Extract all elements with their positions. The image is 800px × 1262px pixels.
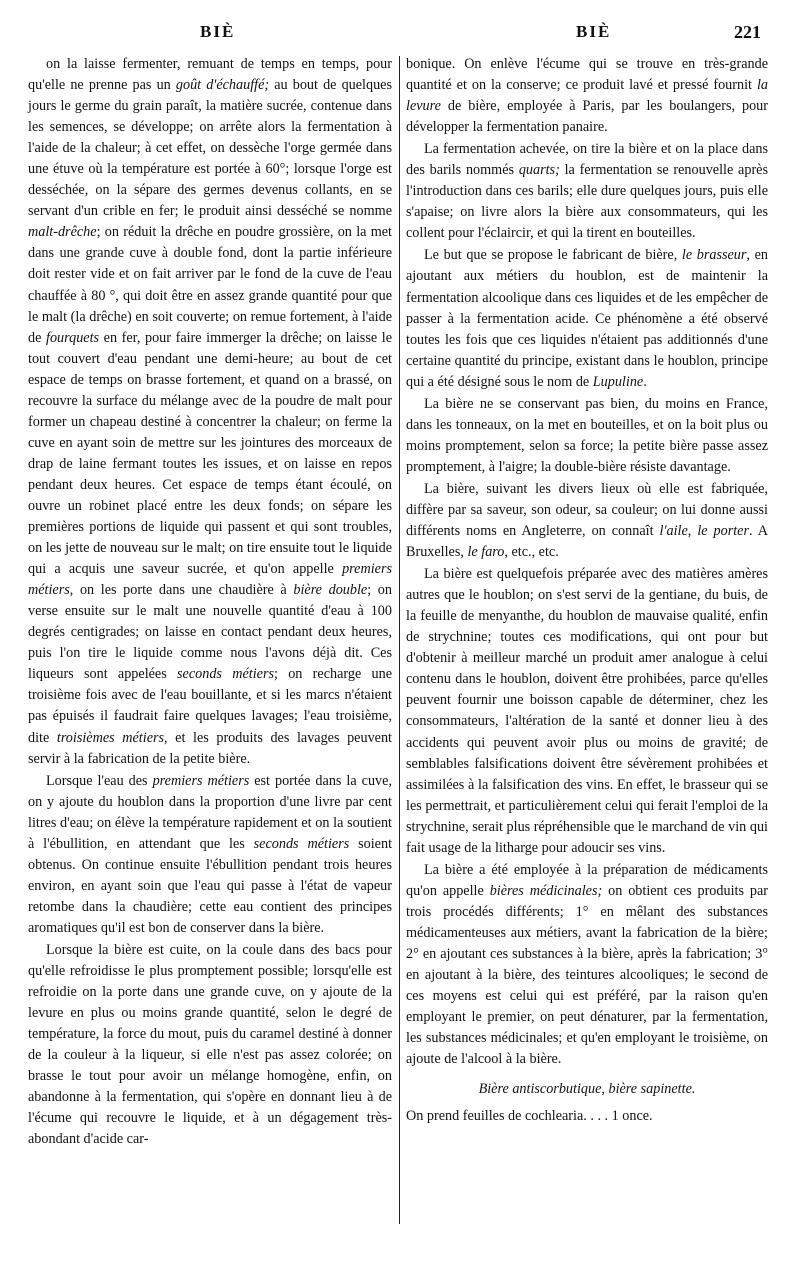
text-run: en fer, pour faire immerger la drêche; on laisse le tout couvert d'eau pendant une demi-heure; au bout de cet espace de temps on brasse fortement, et quand on a brassé, on recouvre la surface du mélange avec de la poudre de malt pour former un chapeau destiné à concentrer la chaleur; on ferme la cuve en ayant soin de mettre sur les jointures des morceaux de drap de laine fermant toutes les issues, et on laisse en repos pendant deux heures. Cet espace de temps étant écoulé, on ouvre un robinet placé entre les deux fonds; on sépare les premières portions de liquide qui passent et qui sont troubles, on les jette de nouveau sur le malt; on tire ensuite tout le liquide qui a acquis une saveur sucrée, et qu'on appelle: [28, 329, 392, 578]
text-run: Lorsque l'eau des: [46, 772, 153, 789]
right-column: [406, 54, 768, 1127]
italic-term: malt-drêche: [28, 224, 97, 241]
page-number: 221: [734, 22, 761, 42]
paragraph: [28, 771, 392, 939]
paragraph: [406, 245, 768, 392]
text-run: La fermentation achevée, on tire la bière et on la place dans des barils nommés: [406, 141, 768, 179]
text-run: La bière a été employée à la préparation de médicaments qu'on appelle: [406, 861, 768, 899]
paragraph: [406, 860, 768, 1070]
text-run: ,: [687, 523, 698, 540]
text-run: Le but que se propose le fabricant de bière,: [424, 247, 682, 264]
text-run: bonique. On enlève l'écume qui se trouve en très-grande quantité et on la conserve; ce produit lavé et pressé fournit: [406, 56, 768, 94]
paragraph: [28, 54, 392, 770]
recipe-ingredient-line: On prend feuilles de cochlearia. . . . 1 once.: [406, 1108, 653, 1125]
italic-term: bière double: [293, 582, 368, 599]
paragraph: [406, 139, 768, 244]
right-column-paragraphs: [406, 54, 768, 1070]
text-run: au bout de quelques jours le germe du grain paraît, la matière sucrée, contenue dans les semences, se développe; on arrête alors la fermentation à l'aide de la chaleur; à cet effet, on dessèche l'orge germée dans une étuve où la température est portée à 60°; lorsque l'orge est desséchée, on la sépare des germes devenus collants, en se servant d'un crible en fer; le produit ainsi desséché se nomme: [28, 77, 393, 220]
text-run: on obtient ces produits par trois procédés différents; 1° en mêlant des substances médicamenteuses aux métiers, avant la fabrication de la bière; 2° en ajoutant ces substances à la bière, après la fabrication; 3° en ajoutant à la bière, des teintures alcooliques; le second de ces moyens est celui qui est préféré, par la raison qu'en employant le premier, on peut dénaturer, par la fermentation, les substances médicinales; et qu'en employant le troisième, on ajoute de l'alcool à la bière.: [406, 882, 768, 1068]
italic-term: Lupuline: [592, 373, 644, 390]
text-run: on la laisse fermenter, remuant de temps en temps, pour qu'elle ne prenne pas un: [28, 56, 392, 94]
text-run: . A Bruxelles,: [406, 523, 769, 561]
paragraph: [406, 54, 768, 138]
text-run: est portée dans la cuve, on y ajoute du houblon dans la proportion d'une livre par cent litres d'eau; on élève la température rapidement et on la soutient à l'ébullition, en attendant que les: [28, 772, 392, 852]
paragraph: [406, 564, 768, 859]
text-run: La bière ne se conservant pas bien, du moins en France, dans les tonneaux, on la met en bouteilles, et on la boit plus ou moins promptement, selon sa force; la petite bière passe assez promptement, à l'aigre; la double-bière résiste davantage.: [406, 395, 768, 475]
italic-term: l'aile: [659, 523, 688, 540]
text-run: la fermentation se renouvelle après l'introduction dans ces barils; elle dure quelques jours, puis elle s'apaise; on livre alors la bière aux consommateurs, qui les collent pour l'éclaircir, et qui la tirent en bouteilles.: [406, 162, 768, 242]
text-run: ; on réduit la drêche en poudre grossière, on la met dans une grande cuve à double fond, dont la partie inférieure doit rester vide et on fait arriver par le fond de la cuve de l'eau chauffée à 80 °, qui doit être en assez grande quantité pour que le malt (la drêche) en soit couverte; on remue fortement, à l'aide de: [28, 224, 392, 346]
text-run: ; on recharge une troisième fois avec de l'eau bouillante, et si les marcs n'étaient pas épuisés il faudrait faire quelques lavages; l'eau troisième, dite: [28, 666, 393, 746]
italic-term: goût d'échauffé;: [175, 77, 270, 94]
column-divider: [399, 56, 400, 1224]
running-head-right: BIÈ: [576, 22, 612, 41]
italic-term: seconds métiers: [177, 666, 274, 683]
text-run: soient obtenus. On continue ensuite l'ébullition pendant trois heures environ, en ayant soin que l'eau qui passe à l'état de vapeur retombe dans la chaudière; cette eau contient des principes aromatiques qu'il est bon de conserver dans la bière.: [28, 835, 393, 936]
text-run: , on les porte dans une chaudière à: [69, 582, 294, 599]
italic-term: le porter: [697, 523, 750, 540]
left-column: [28, 54, 392, 1150]
text-run: .: [643, 373, 647, 390]
italic-term: seconds métiers: [253, 835, 350, 852]
italic-term: bières médicinales;: [489, 882, 603, 899]
italic-term: premiers métiers: [28, 561, 392, 599]
text-run: La bière est quelquefois préparée avec des matières amères autres que le houblon; on s'est servi de la gentiane, du buis, de la feuille de menyanthe, du houblon de mauvaise qualité, enfin de strychnine; toutes ces modifications, qui ont pour but d'obtenir à meilleur marché un produit amer analogue à celui contenu dans le houblon, doivent être prohibées, parce qu'elles peuvent fournir une boisson capable de déterminer, chez les consommateurs, l'altération de la santé et donner lieu à des accidents qui peuvent avoir plus ou moins de gravité; de semblables falsifications doivent être sévèrement prohibées et assimilées à la falsification des vins. En effet, le brasseur qui se les permettrait, et particulièrement celui qui ferait l'emploi de la strychnine, serait plus répréhensible que le marchand de vin qui fait usage de la litharge pour adoucir ses vins.: [406, 566, 768, 856]
recipe-title: Bière antiscorbutique, bière sapinette.: [478, 1081, 696, 1098]
paragraph: [28, 940, 392, 1150]
running-header: [0, 22, 800, 50]
italic-term: premiers métiers: [152, 772, 250, 789]
italic-term: la levure: [406, 77, 768, 115]
text-run: La bière, suivant les divers lieux où elle est fabriquée, diffère par sa saveur, son odeur, sa couleur; on lui donne aussi différents noms en Angleterre, on connaît: [406, 480, 768, 540]
text-run: , etc., etc.: [504, 544, 559, 561]
text-run: de bière, employée à Paris, par les boulangers, pour développer la fermentation panaire.: [406, 98, 768, 136]
italic-term: le faro: [467, 544, 505, 561]
paragraph: [406, 479, 768, 563]
text-run: , et les produits des lavages peuvent servir à la fabrication de la petite bière.: [28, 729, 392, 767]
text-run: ; on verse ensuite sur le malt une nouvelle quantité d'eau à 100 degrés centigrades; on laisse en contact pendant deux heures, puis l'on tire le liquide comme nous l'avons déjà dit. Ces liqueurs sont appelées: [28, 582, 392, 683]
text-run: , en ajoutant aux métiers du houblon, est de maintenir la fermentation alcoolique dans ces liquides et de les empêcher de passer à la fermentation acide. Ce phénomène a été observé toutes les fois que ces liquides n'étaient pas additionnés d'une certaine quantité du principe, existant dans le houblon, principe qui a été désigné sous le nom de: [406, 247, 768, 390]
italic-term: fourquets: [46, 329, 100, 346]
italic-term: le brasseur: [681, 247, 747, 264]
italic-term: troisièmes métiers: [56, 729, 165, 746]
italic-term: quarts;: [518, 162, 560, 179]
paragraph: [406, 394, 768, 478]
text-run: Lorsque la bière est cuite, on la coule dans des bacs pour qu'elle refroidisse le plus promptement possible; lorsqu'elle est refroidie on la porte dans une grande cuve, on y ajoute de la levure en plus ou moins grande quantité, selon le degré de température, la force du mout, puis du caramel destiné à donner de la couleur à la liqueur, si elle n'est pas assez colorée; on brasse le tout pour avoir un mélange homogène, enfin, on abandonne à la fermentation, qui s'opère en donnant lieu à de l'écume qui recouvre le liquide, et à un dégagement très-abondant d'acide car-: [28, 941, 392, 1148]
running-head-left: BIÈ: [200, 22, 236, 41]
